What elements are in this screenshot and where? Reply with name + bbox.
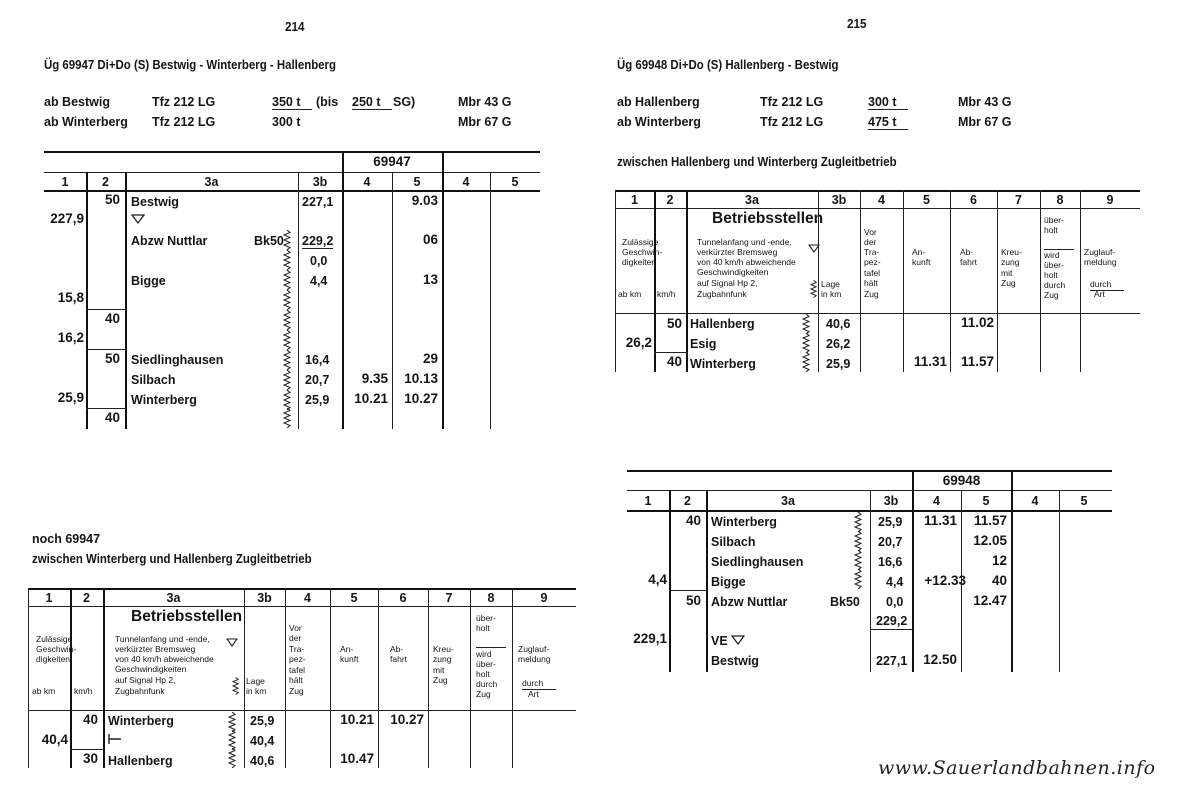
t2-betriebsstellen: Betriebsstellen <box>131 608 243 625</box>
t3-speed: 50 <box>666 316 682 331</box>
t4-header: 3a <box>781 494 795 508</box>
page-number-left: 214 <box>285 19 305 34</box>
t3-an: An- <box>912 247 926 257</box>
t2-an: kunft <box>340 654 359 664</box>
t2-ab: fahrt <box>390 654 408 664</box>
tunnel-zigzag-icon <box>854 512 862 590</box>
t4-station: Silbach <box>711 535 756 549</box>
t3-header: 2 <box>666 193 674 207</box>
t3-header: 4 <box>878 193 885 207</box>
t1-position: 227,1 <box>302 195 334 209</box>
t4-speed: 40 <box>685 513 701 528</box>
train1-load-1: 350 t <box>272 95 312 110</box>
tunnel-zigzag-icon <box>283 230 291 428</box>
train1-bis: (bis <box>316 95 339 109</box>
t3-station: Hallenberg <box>690 317 755 331</box>
t2-station: Hallenberg <box>108 754 173 768</box>
t3-header: 9 <box>1106 193 1114 207</box>
t3-position: 40,6 <box>826 317 851 331</box>
t3-kreu: Zug <box>1001 278 1016 288</box>
t4-departure: 12 <box>991 553 1007 568</box>
t3-header: 1 <box>631 193 638 207</box>
triangle-down-icon <box>731 635 745 645</box>
t2-header: 4 <box>304 591 311 605</box>
t3-tunnel: auf Signal Hp 2, <box>697 278 758 288</box>
t4-km: 229,1 <box>633 631 667 646</box>
t1-position: 20,7 <box>305 373 330 387</box>
page-number-right: 215 <box>847 16 867 31</box>
t3-kreu: zung <box>1001 257 1020 267</box>
t1-header-1: 1 <box>61 175 69 189</box>
triangle-down-icon <box>226 638 238 647</box>
t1-station: Winterberg <box>131 393 197 407</box>
t3-wird: durch <box>1044 280 1066 290</box>
t1-arrival: 10.21 <box>354 391 388 406</box>
t3-art: Art <box>1094 289 1105 299</box>
triangle-down-icon <box>131 214 145 224</box>
t2-abkm: ab km <box>32 686 56 696</box>
t3-lage: in km <box>821 289 842 299</box>
train2-mbr-1: Mbr 43 G <box>958 95 1012 109</box>
t3-vor: hält <box>864 278 878 288</box>
t2-departure: 10.27 <box>390 712 424 727</box>
t2-arrival: 10.47 <box>340 751 374 766</box>
t3-zul: digkeiten <box>622 257 657 267</box>
t4-header: 3b <box>883 494 899 508</box>
t2-position: 25,9 <box>250 714 275 728</box>
t1-position: 229,2 <box>302 234 334 248</box>
t4-position: 227,1 <box>876 654 908 668</box>
t4-arrival: 12.50 <box>923 652 957 667</box>
t3-tunnel: verkürzter Bremsweg <box>697 247 778 257</box>
t2-position: 40,6 <box>250 754 275 768</box>
t1-departure: 29 <box>422 351 438 366</box>
t1-header-5b: 5 <box>511 175 519 189</box>
train1-tfz-1: Tfz 212 LG <box>152 95 216 109</box>
t1-station: Bigge <box>131 274 166 288</box>
train2-from-2: ab Winterberg <box>617 115 701 129</box>
train1-from-1: ab Bestwig <box>44 95 110 109</box>
t3-departure: 11.02 <box>960 315 994 330</box>
t4-departure: 40 <box>991 573 1007 588</box>
tunnel-zigzag-icon <box>802 314 810 372</box>
triangle-down-icon <box>808 244 820 253</box>
t4-bk-label: Bk50 <box>830 595 860 609</box>
t3-zuglauf: Zuglauf- <box>1084 247 1116 257</box>
t1-speed: 50 <box>104 192 120 207</box>
t3-zuglauf: meldung <box>1084 257 1117 267</box>
t2-zul: Zulässige <box>36 634 73 644</box>
t2-vor: Zug <box>289 686 304 696</box>
t2-vor: Vor <box>289 623 302 633</box>
t1-position: 4,4 <box>310 274 328 288</box>
t2-header: 3a <box>166 591 181 605</box>
train1-from-2: ab Winterberg <box>44 115 128 129</box>
t2-tunnel: Tunnelanfang und -ende, <box>115 634 210 644</box>
website-watermark: www.Sauerlandbahnen.info <box>878 757 1156 779</box>
t1-header-3b: 3b <box>312 175 328 189</box>
t2-vor: Tra- <box>289 644 305 654</box>
t2-ab: Ab- <box>390 644 404 654</box>
tunnel-zigzag-icon <box>810 279 817 299</box>
t2-vor: tafel <box>289 665 306 675</box>
t4-station: Bestwig <box>711 654 759 668</box>
t2-header: 5 <box>350 591 358 605</box>
t3-an: kunft <box>912 257 931 267</box>
t2-header: 1 <box>45 591 53 605</box>
t4-header: 1 <box>644 494 652 508</box>
t2-position: 40,4 <box>250 734 275 748</box>
t4-station: Abzw Nuttlar <box>711 595 788 609</box>
t4-km: 4,4 <box>648 572 667 587</box>
t3-position: 26,2 <box>826 337 851 351</box>
t1-departure: 06 <box>422 232 438 247</box>
t4-position: 20,7 <box>878 535 903 549</box>
t1-position: 16,4 <box>305 353 330 367</box>
tunnel-zigzag-icon <box>232 676 239 696</box>
t3-vor: Zug <box>864 289 879 299</box>
t2-station: Winterberg <box>108 714 174 728</box>
t1-speed: 50 <box>104 351 120 366</box>
t4-position: 0,0 <box>886 595 904 609</box>
t4-header: 4 <box>933 494 940 508</box>
t3-header: 5 <box>923 193 930 207</box>
t3-vor: der <box>864 237 877 247</box>
t1-station: Siedlinghausen <box>131 353 224 367</box>
t2-kreu: Kreu- <box>433 644 454 654</box>
t1-departure: 9.03 <box>411 193 438 208</box>
t2-arrival: 10.21 <box>340 712 374 727</box>
t4-station: VE <box>711 634 728 648</box>
t3-title: zwischen Hallenberg und Winterberg Zugleitbetrieb <box>617 154 897 169</box>
t2-tunnel: Zugbahnfunk <box>115 686 165 696</box>
t1-header-5: 5 <box>413 175 421 189</box>
t3-zul: Geschwin- <box>622 247 663 257</box>
t4-header: 2 <box>684 494 691 508</box>
t3-speed: 40 <box>666 354 682 369</box>
t4-departure: 12.47 <box>973 593 1007 608</box>
t4-header: 5 <box>982 494 990 508</box>
t3-tunnel: Geschwindigkeiten <box>697 267 769 277</box>
t1-km: 25,9 <box>57 390 84 405</box>
train2-tfz-2: Tfz 212 LG <box>760 115 824 129</box>
signal-marker-icon <box>108 733 122 745</box>
t3-arrival: 11.31 <box>913 354 947 369</box>
train1-load-sg: 250 t <box>352 95 392 110</box>
t4-header: 5 <box>1080 494 1088 508</box>
t2-zuglauf: meldung <box>518 654 551 664</box>
train1-sg: SG) <box>393 95 416 109</box>
t4-arrival: +12.33 <box>924 573 966 588</box>
t2-vor: hält <box>289 675 303 685</box>
t3-tunnel: von 40 km/h abweichende <box>697 257 796 267</box>
t2-lage: Lage <box>246 676 265 686</box>
t2-wird: wird <box>476 649 492 659</box>
t2-tunnel: Geschwindigkeiten <box>115 664 187 674</box>
t2-header: 9 <box>540 591 548 605</box>
t2-kmh: km/h <box>74 686 93 696</box>
t2-zul: digkeiten <box>36 654 71 664</box>
t1-header-4b: 4 <box>462 175 470 189</box>
t2-kreu: mit <box>433 665 445 675</box>
t3-departure: 11.57 <box>960 354 994 369</box>
t4-header: 4 <box>1031 494 1039 508</box>
t3-ab: fahrt <box>960 257 978 267</box>
t4-position: 229,2 <box>876 614 908 628</box>
t2-wird: über- <box>476 659 496 669</box>
t1-station: Abzw Nuttlar <box>131 234 208 248</box>
t2-vor: pez- <box>289 654 306 664</box>
t3-zul: Zulässige <box>622 237 659 247</box>
t3-header: 3b <box>831 193 847 207</box>
train2-load-1: 300 t <box>868 95 908 110</box>
t3-vor: tafel <box>864 268 881 278</box>
t2-zul: Geschwin- <box>36 644 77 654</box>
t3-ab: Ab- <box>960 247 974 257</box>
t3-wird: wird <box>1044 250 1060 260</box>
t2-ueber: holt <box>476 623 490 633</box>
train1-title: Üg 69947 Di+Do (S) Bestwig - Winterberg - Hallenberg <box>44 57 336 72</box>
train1-tfz-2: Tfz 212 LG <box>152 115 216 129</box>
t1-bk-label: Bk50 <box>254 234 284 248</box>
t4-position: 16,6 <box>878 555 903 569</box>
t3-header: 6 <box>970 193 977 207</box>
t1-speed: 40 <box>104 410 120 425</box>
t3-wird: über- <box>1044 260 1064 270</box>
t3-station: Winterberg <box>690 357 756 371</box>
t4-position: 4,4 <box>886 575 904 589</box>
train1-mbr-2: Mbr 67 G <box>458 115 512 129</box>
t2-wird: holt <box>476 669 490 679</box>
train2-mbr-2: Mbr 67 G <box>958 115 1012 129</box>
t2-noch-label: noch 69947 <box>32 532 101 546</box>
t4-departure: 11.57 <box>973 513 1007 528</box>
t1-station: Bestwig <box>131 195 179 209</box>
t2-lage: in km <box>246 686 267 696</box>
t3-lage: Lage <box>821 279 840 289</box>
t1-station: Silbach <box>131 373 176 387</box>
t1-header-2: 2 <box>102 175 109 189</box>
t2-vor: der <box>289 633 302 643</box>
t3-vor: Tra- <box>864 247 880 257</box>
t3-km: 26,2 <box>625 335 652 350</box>
t2-tunnel: von 40 km/h abweichende <box>115 654 214 664</box>
t3-betriebsstellen: Betriebsstellen <box>712 210 824 227</box>
t2-speed: 40 <box>82 712 98 727</box>
t3-durch: durch <box>1090 280 1124 291</box>
t3-ueber: über- <box>1044 215 1064 225</box>
t2-wird: Zug <box>476 689 491 699</box>
t1-km: 227,9 <box>50 211 84 226</box>
t2-durch: durch <box>522 679 556 690</box>
t2-header: 6 <box>399 591 407 605</box>
t1-position: 0,0 <box>310 254 328 268</box>
t3-header: 8 <box>1056 193 1064 207</box>
t2-header: 7 <box>445 591 453 605</box>
t1-departure: 10.13 <box>404 371 438 386</box>
t1-header-3a: 3a <box>204 175 219 189</box>
t2-ueber: über- <box>476 613 496 623</box>
t3-kreu: mit <box>1001 268 1013 278</box>
t4-arrival: 11.31 <box>923 513 957 528</box>
t2-tunnel: verkürzter Bremsweg <box>115 644 196 654</box>
t1-departure: 10.27 <box>404 391 438 406</box>
t2-header: 3b <box>257 591 272 605</box>
t3-kreu: Kreu- <box>1001 247 1022 257</box>
t3-wird: holt <box>1044 270 1058 280</box>
t2-kreu: Zug <box>433 675 448 685</box>
t2-km: 40,4 <box>41 732 68 747</box>
t3-station: Esig <box>690 337 717 351</box>
t2-zuglauf: Zuglauf- <box>518 644 550 654</box>
t3-wird: Zug <box>1044 290 1059 300</box>
train2-tfz-1: Tfz 212 LG <box>760 95 824 109</box>
t2-header: 2 <box>83 591 90 605</box>
t2-an: An- <box>340 644 354 654</box>
t1-train-number: 69947 <box>373 154 411 169</box>
t3-vor: Vor <box>864 227 877 237</box>
t4-departure: 12.05 <box>973 533 1007 548</box>
t3-kmh: km/h <box>657 289 676 299</box>
t4-speed: 50 <box>685 593 701 608</box>
t4-position: 25,9 <box>878 515 903 529</box>
t4-station: Winterberg <box>711 515 777 529</box>
t3-vor: pez- <box>864 257 881 267</box>
t3-position: 25,9 <box>826 357 851 371</box>
train1-load-2: 300 t <box>272 115 301 129</box>
t3-header: 7 <box>1015 193 1022 207</box>
t4-train-number: 69948 <box>942 473 981 488</box>
train2-title: Üg 69948 Di+Do (S) Hallenberg - Bestwig <box>617 57 839 72</box>
t2-speed: 30 <box>82 751 98 766</box>
t1-departure: 13 <box>422 272 438 287</box>
t1-speed: 40 <box>104 311 120 326</box>
t2-wird: durch <box>476 679 498 689</box>
t1-header-4: 4 <box>363 175 371 189</box>
t2-header: 8 <box>487 591 495 605</box>
t2-kreu: zung <box>433 654 452 664</box>
t1-km: 16,2 <box>57 330 84 345</box>
t3-abkm: ab km <box>618 289 642 299</box>
t3-header: 3a <box>745 193 759 207</box>
tunnel-zigzag-icon <box>228 712 236 768</box>
t4-station: Siedlinghausen <box>711 555 804 569</box>
t3-tunnel: Tunnelanfang und -ende, <box>697 237 792 247</box>
t2-title: zwischen Winterberg und Hallenberg Zugleitbetrieb <box>32 551 312 566</box>
train1-mbr-1: Mbr 43 G <box>458 95 512 109</box>
t4-station: Bigge <box>711 575 746 589</box>
train2-from-1: ab Hallenberg <box>617 95 700 109</box>
t3-ueber: holt <box>1044 225 1058 235</box>
train2-load-2: 475 t <box>868 115 908 130</box>
t1-arrival: 9.35 <box>361 371 388 386</box>
t2-art: Art <box>528 689 539 699</box>
t1-km: 15,8 <box>57 290 84 305</box>
t2-tunnel: auf Signal Hp 2, <box>115 675 176 685</box>
t3-tunnel: Zugbahnfunk <box>697 289 747 299</box>
t1-position: 25,9 <box>305 393 330 407</box>
